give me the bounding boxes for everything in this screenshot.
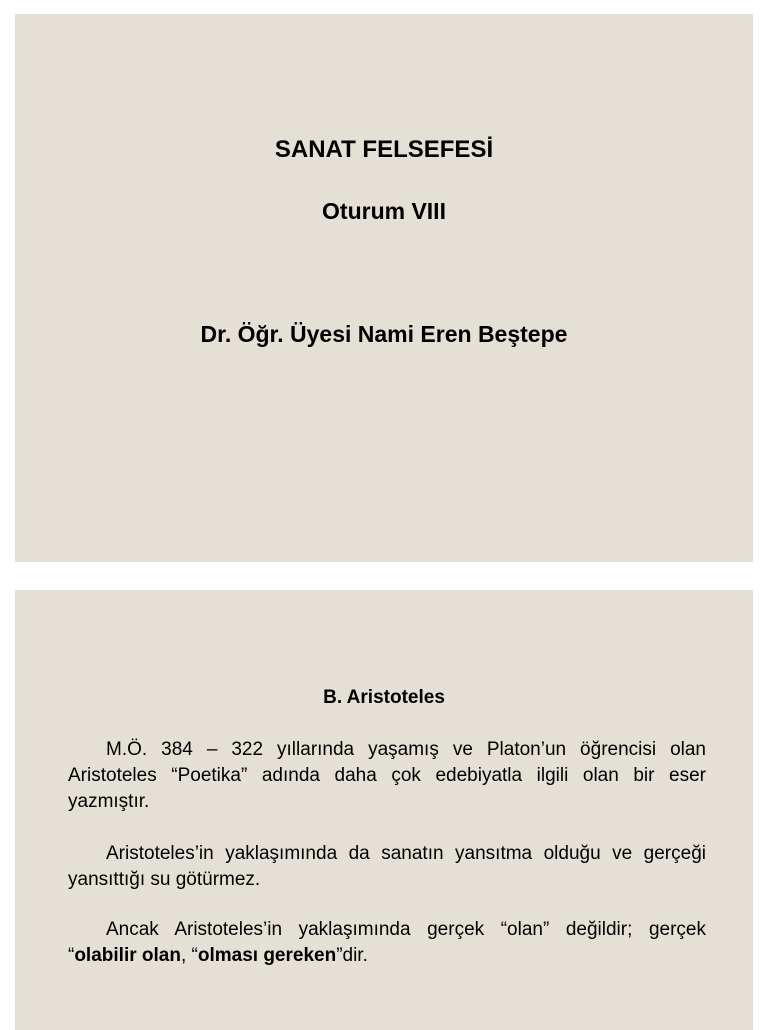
paragraph-3-text-1: Ancak Aristoteles’in yaklaşımında gerçek “olan” değildir; gerçek “ (68, 919, 706, 966)
session-title: Oturum VIII (322, 198, 446, 224)
section-heading: B. Aristoteles (323, 687, 445, 708)
paragraph-3-text-2: , “ (180, 945, 198, 966)
course-title: SANAT FELSEFESİ (274, 136, 494, 163)
paragraph-3 (68, 917, 706, 969)
content-slide (15, 590, 753, 1030)
author-name: Dr. Öğr. Üyesi Nami Eren Beştepe (200, 321, 568, 347)
paragraph-2: Aristoteles’in yaklaşımında da sanatın yansıtma olduğu ve gerçeği yansıttığı su götürmez. (68, 843, 706, 890)
paragraph-3-bold-2: olması gereken (197, 945, 337, 966)
paragraph-3-text-3: ”dir. (336, 945, 368, 966)
paragraph-1: M.Ö. 384 – 322 yıllarında yaşamış ve Platon’un öğrencisi olan Aristoteles “Poetika” adında daha çok edebiyatla ilgili olan bir eser yazmıştır. (68, 739, 706, 812)
paragraph-3-bold-1: olabilir olan (74, 945, 181, 966)
title-slide (15, 14, 753, 562)
